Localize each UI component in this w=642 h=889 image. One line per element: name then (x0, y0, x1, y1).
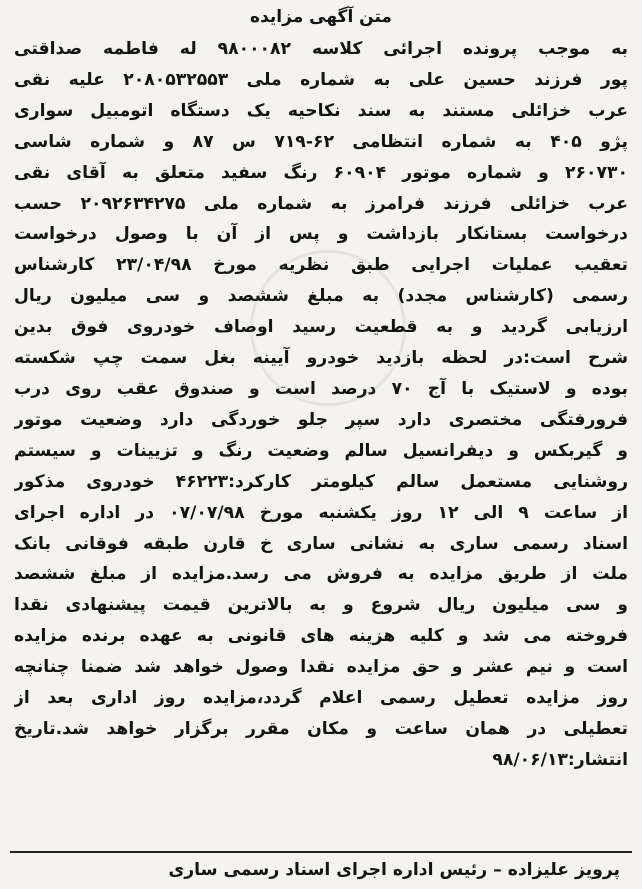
body-line: عرب خزائلی فرزند فرامرز به شماره ملی ۲۰۹۲۶۳۴۲۷۵ حسب (14, 193, 628, 214)
body-line: و گیربکس و دیفرانسیل سالم وضعیت رنگ و تزیینات و سیستم (14, 440, 628, 461)
body-line: روز مزایده تعطیل رسمی اعلام گردد،مزایده روز اداری بعد از (14, 688, 628, 709)
body-line: تعطیلی در همان ساعت و مکان مقرر برگزار خواهد شد.تاریخ (14, 718, 628, 739)
notice-body (14, 34, 628, 776)
body-line: بوده و لاستیک با آج ۷۰ درصد است و صندوق عقب روی درب (14, 378, 628, 399)
body-line: ملت از طریق مزایده به فروش می رسد.مزایده از مبلغ ششصد (14, 564, 628, 585)
body-line: پور فرزند حسین علی به شماره ملی ۲۰۸۰۵۳۲۵۵۳ علیه نقی (14, 69, 628, 90)
body-line: فروخته می شد و کلیه هزینه های قانونی به عهده برنده مزایده (14, 626, 628, 647)
body-line: عرب خزائلی مستند به سند نکاحیه یک دستگاه اتومبیل سواری (14, 100, 628, 121)
body-line: و سی میلیون ریال شروع و به بالاترین قیمت پیشنهادی نقدا (14, 595, 628, 616)
body-line: درخواست بستانکار بازداشت و پس از آن با وصول درخواست (14, 224, 628, 245)
body-line: پژو ۴۰۵ به شماره انتظامی ۶۲-۷۱۹ س ۸۷ و شماره شاسی (14, 131, 628, 152)
body-line: اسناد رسمی ساری به نشانی ساری خ قارن طبقه فوقانی بانک (14, 533, 628, 554)
body-line: روشنایی مستعمل سالم کیلومتر کارکرد:۴۶۲۲۳ خودروی مذکور (14, 471, 628, 492)
body-line: ارزیابی گردید و به قطعیت رسید اوصاف خودروی فوق بدین (14, 317, 628, 338)
body-line: تعقیب عملیات اجرایی طبق نظریه مورخ ۲۳/۰۴/۹۸ کارشناس (14, 255, 628, 276)
body-line: شرح است:در لحظه بازدید خودرو آیینه بغل سمت چپ شکسته (14, 348, 628, 369)
body-line: رسمی (کارشناس مجدد) به مبلغ ششصد و سی میلیون ریال (14, 286, 628, 307)
signature-line: پرویز علیزاده – رئیس اداره اجرای اسناد رسمی ساری (168, 860, 620, 880)
notice-title: متن آگهی مزایده (250, 7, 392, 27)
publication-date-line: انتشار:۹۸/۰۶/۱۳ (492, 749, 628, 770)
body-line: فرورفتگی مختصری دارد سپر جلو خوردگی دارد وضعیت موتور (14, 409, 628, 430)
body-line: از ساعت ۹ الی ۱۲ روز یکشنبه مورخ ۰۷/۰۷/۹۸ در اداره اجرای (14, 502, 628, 523)
body-line: به موجب پرونده اجرائی کلاسه ۹۸۰۰۰۸۲ له فاطمه صداقتی (14, 39, 628, 59)
body-line: ۲۶۰۷۳۰ و شماره موتور ۶۰۹۰۴ رنگ سفید متعلق به آقای نقی (14, 162, 628, 183)
signature-divider (10, 851, 632, 853)
body-line: است و نیم عشر و حق مزایده نقدا وصول خواهد شد ضمنا چنانچه (14, 657, 628, 678)
